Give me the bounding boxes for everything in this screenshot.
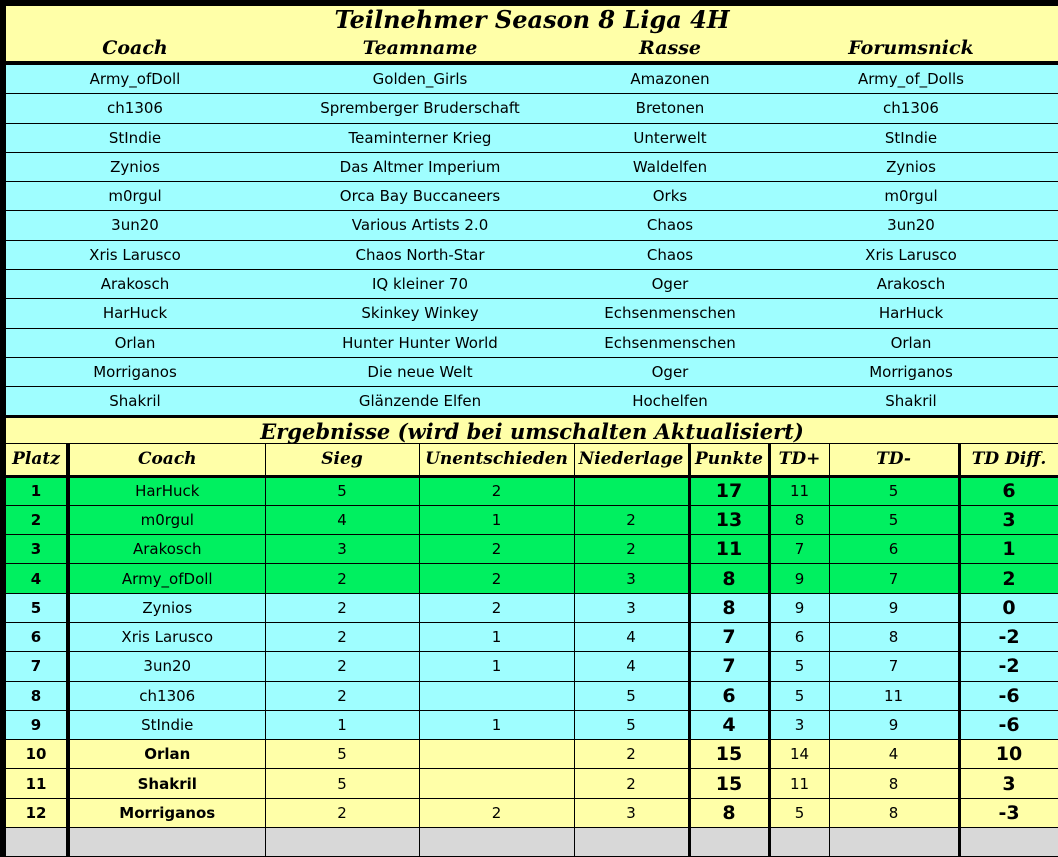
unentschieden-cell: [419, 769, 574, 798]
punkte-cell: 17: [689, 476, 769, 505]
tddiff-cell: -2: [959, 652, 1058, 681]
coach-cell: HarHuck: [102, 304, 168, 323]
results-row: [6, 798, 1058, 827]
sieg-cell: 1: [265, 710, 419, 739]
tdplus-cell: 3: [769, 710, 829, 739]
tdplus-cell: 5: [769, 798, 829, 827]
results-row: [6, 593, 1058, 622]
forumsnick-cell: m0rgul: [884, 187, 938, 206]
tdminus-cell: 8: [829, 769, 959, 798]
platz-cell: 5: [6, 593, 68, 622]
participant-row: [6, 182, 1058, 211]
results-row: [6, 535, 1058, 564]
teamname-cell: Skinkey Winkey: [361, 304, 479, 323]
results-title: Ergebnisse (wird bei umschalten Aktualisiert): [6, 415, 1058, 443]
coach-cell: ch1306: [68, 681, 265, 710]
header-niederlage: Niederlage: [574, 444, 689, 476]
punkte-cell: 6: [689, 681, 769, 710]
coach-cell: ch1306: [107, 99, 163, 118]
empty-row: [6, 828, 1058, 857]
coach-cell: 3un20: [68, 652, 265, 681]
tdplus-cell: 5: [769, 652, 829, 681]
coach-cell: Xris Larusco: [68, 622, 265, 651]
punkte-cell: 8: [689, 798, 769, 827]
niederlage-cell: 4: [574, 622, 689, 651]
unentschieden-cell: 1: [419, 622, 574, 651]
teamname-cell: Golden_Girls: [372, 70, 468, 88]
coach-cell: m0rgul: [68, 505, 265, 534]
header-unentschieden: Unentschieden: [419, 444, 574, 476]
punkte-cell: 8: [689, 564, 769, 593]
empty-cell: [574, 828, 689, 857]
unentschieden-cell: 1: [419, 505, 574, 534]
participant-row: [6, 299, 1058, 328]
tdminus-cell: 9: [829, 593, 959, 622]
teamname-cell: Die neue Welt: [367, 362, 473, 381]
unentschieden-cell: [419, 740, 574, 769]
results-row: [6, 622, 1058, 651]
results-row: [6, 740, 1058, 769]
sieg-cell: 2: [265, 622, 419, 651]
teamname-cell: Spremberger Bruderschaft: [320, 99, 520, 118]
coach-cell: m0rgul: [108, 187, 162, 206]
rasse-cell: Unterwelt: [633, 128, 707, 147]
sieg-cell: 2: [265, 564, 419, 593]
tdplus-cell: 5: [769, 681, 829, 710]
platz-cell: 12: [6, 798, 68, 827]
tdplus-cell: 6: [769, 622, 829, 651]
tddiff-cell: -2: [959, 622, 1058, 651]
tdplus-cell: 11: [769, 476, 829, 505]
coach-cell: HarHuck: [68, 476, 265, 505]
forumsnick-cell: Arakosch: [876, 275, 946, 294]
sieg-cell: 5: [265, 740, 419, 769]
results-row: [6, 476, 1058, 505]
results-row: [6, 564, 1058, 593]
empty-cell: [829, 828, 959, 857]
coach-cell: Orlan: [68, 740, 265, 769]
niederlage-cell: 3: [574, 798, 689, 827]
results-row: [6, 652, 1058, 681]
rasse-cell: Orks: [652, 187, 688, 206]
forumsnick-cell: Morriganos: [869, 362, 953, 381]
tdminus-cell: 7: [829, 652, 959, 681]
results-row: [6, 710, 1058, 739]
punkte-cell: 4: [689, 710, 769, 739]
teamname-cell: IQ kleiner 70: [371, 275, 468, 294]
punkte-cell: 8: [689, 593, 769, 622]
header-punkte: Punkte: [689, 444, 769, 476]
participant-row: [6, 270, 1058, 299]
coach-cell: Morriganos: [93, 362, 177, 381]
forumsnick-cell: ch1306: [883, 99, 939, 118]
results-row: [6, 681, 1058, 710]
sieg-cell: 2: [265, 652, 419, 681]
coach-cell: Morriganos: [68, 798, 265, 827]
tdminus-cell: 7: [829, 564, 959, 593]
rasse-cell: Bretonen: [635, 99, 705, 118]
tdminus-cell: 6: [829, 535, 959, 564]
tddiff-cell: 6: [959, 476, 1058, 505]
niederlage-cell: 2: [574, 535, 689, 564]
punkte-cell: 7: [689, 652, 769, 681]
teamname-cell: Das Altmer Imperium: [339, 157, 501, 176]
unentschieden-cell: 1: [419, 710, 574, 739]
tdplus-cell: 9: [769, 564, 829, 593]
tdminus-cell: 5: [829, 476, 959, 505]
niederlage-cell: 2: [574, 505, 689, 534]
coach-cell: Shakril: [68, 769, 265, 798]
niederlage-cell: 3: [574, 593, 689, 622]
tddiff-cell: -3: [959, 798, 1058, 827]
platz-cell: 11: [6, 769, 68, 798]
niederlage-cell: [574, 476, 689, 505]
forumsnick-cell: Shakril: [885, 392, 937, 411]
tdplus-cell: 11: [769, 769, 829, 798]
teamname-cell: Hunter Hunter World: [342, 333, 498, 352]
platz-cell: 2: [6, 505, 68, 534]
header-teamname: Teamname: [362, 37, 478, 59]
forumsnick-cell: 3un20: [887, 216, 935, 235]
unentschieden-cell: 2: [419, 798, 574, 827]
platz-cell: 3: [6, 535, 68, 564]
tdminus-cell: 8: [829, 798, 959, 827]
platz-cell: 1: [6, 476, 68, 505]
empty-cell: [959, 828, 1058, 857]
platz-cell: 8: [6, 681, 68, 710]
unentschieden-cell: 2: [419, 535, 574, 564]
tdminus-cell: 9: [829, 710, 959, 739]
platz-cell: 9: [6, 710, 68, 739]
tddiff-cell: 10: [959, 740, 1058, 769]
coach-cell: Zynios: [68, 593, 265, 622]
coach-cell: Xris Larusco: [89, 245, 181, 264]
rasse-cell: Chaos: [646, 245, 694, 264]
teamname-cell: Chaos North-Star: [355, 245, 485, 264]
platz-cell: 7: [6, 652, 68, 681]
rasse-cell: Echsenmenschen: [604, 304, 736, 323]
tdminus-cell: 5: [829, 505, 959, 534]
unentschieden-cell: 1: [419, 652, 574, 681]
participant-row: [6, 387, 1058, 416]
punkte-cell: 15: [689, 740, 769, 769]
tddiff-cell: -6: [959, 681, 1058, 710]
header-tddiff: TD Diff.: [959, 444, 1058, 476]
empty-cell: [419, 828, 574, 857]
sieg-cell: 4: [265, 505, 419, 534]
header-tdminus: TD-: [829, 444, 959, 476]
rasse-cell: Oger: [651, 275, 689, 294]
tdplus-cell: 8: [769, 505, 829, 534]
platz-cell: 10: [6, 740, 68, 769]
coach-cell: Army_ofDoll: [89, 70, 181, 88]
header-rasse: Rasse: [638, 37, 702, 59]
niederlage-cell: 5: [574, 710, 689, 739]
empty-cell: [265, 828, 419, 857]
tdminus-cell: 11: [829, 681, 959, 710]
unentschieden-cell: 2: [419, 593, 574, 622]
sieg-cell: 5: [265, 769, 419, 798]
coach-cell: Orlan: [114, 333, 156, 352]
header-tdplus: TD+: [769, 444, 829, 476]
coach-cell: Army_ofDoll: [68, 564, 265, 593]
platz-cell: 6: [6, 622, 68, 651]
empty-cell: [769, 828, 829, 857]
niederlage-cell: 2: [574, 769, 689, 798]
coach-cell: StIndie: [68, 710, 265, 739]
results-table: [6, 444, 1058, 857]
forumsnick-cell: StIndie: [884, 128, 938, 147]
rasse-cell: Echsenmenschen: [604, 333, 736, 352]
teamname-cell: Various Artists 2.0: [351, 216, 489, 235]
header-platz: Platz: [6, 444, 68, 476]
forumsnick-cell: Zynios: [886, 157, 936, 176]
participant-row: [6, 153, 1058, 182]
participant-row: [6, 211, 1058, 240]
sieg-cell: 3: [265, 535, 419, 564]
tdplus-cell: 9: [769, 593, 829, 622]
teamname-cell: Orca Bay Buccaneers: [339, 187, 501, 206]
results-row: [6, 769, 1058, 798]
teamname-cell: Teaminterner Krieg: [348, 128, 492, 147]
header-sieg: Sieg: [265, 444, 419, 476]
participants-table: [6, 65, 1058, 417]
participant-row: [6, 94, 1058, 123]
participant-row: [6, 124, 1058, 153]
tddiff-cell: 0: [959, 593, 1058, 622]
coach-cell: Zynios: [110, 157, 160, 176]
tddiff-cell: 3: [959, 769, 1058, 798]
rasse-cell: Amazonen: [630, 70, 710, 88]
unentschieden-cell: [419, 681, 574, 710]
coach-cell: Arakosch: [68, 535, 265, 564]
rasse-cell: Waldelfen: [632, 157, 708, 176]
header-coach: Coach: [68, 444, 265, 476]
sieg-cell: 2: [265, 681, 419, 710]
results-header-row: [6, 444, 1058, 476]
header-coach: Coach: [102, 37, 168, 59]
empty-cell: [6, 828, 68, 857]
coach-cell: StIndie: [108, 128, 162, 147]
punkte-cell: 13: [689, 505, 769, 534]
punkte-cell: 11: [689, 535, 769, 564]
tddiff-cell: 1: [959, 535, 1058, 564]
forumsnick-cell: HarHuck: [878, 304, 944, 323]
empty-cell: [68, 828, 265, 857]
participant-row: [6, 241, 1058, 270]
coach-cell: Shakril: [109, 392, 161, 411]
forumsnick-cell: Xris Larusco: [865, 245, 957, 264]
results-row: [6, 505, 1058, 534]
empty-cell: [689, 828, 769, 857]
participant-row: [6, 329, 1058, 358]
tdminus-cell: 4: [829, 740, 959, 769]
sieg-cell: 2: [265, 798, 419, 827]
rasse-cell: Oger: [651, 362, 689, 381]
tddiff-cell: -6: [959, 710, 1058, 739]
niederlage-cell: 2: [574, 740, 689, 769]
tdminus-cell: 8: [829, 622, 959, 651]
unentschieden-cell: 2: [419, 476, 574, 505]
header-forumsnick: Forumsnick: [848, 37, 974, 59]
page-title: Teilnehmer Season 8 Liga 4H: [6, 6, 1058, 34]
sieg-cell: 2: [265, 593, 419, 622]
tddiff-cell: 2: [959, 564, 1058, 593]
rasse-cell: Hochelfen: [632, 392, 708, 411]
participant-row: [6, 358, 1058, 387]
niederlage-cell: 4: [574, 652, 689, 681]
coach-cell: Arakosch: [100, 275, 170, 294]
platz-cell: 4: [6, 564, 68, 593]
teamname-cell: Glänzende Elfen: [358, 392, 482, 411]
coach-cell: 3un20: [111, 216, 159, 235]
rasse-cell: Chaos: [646, 216, 694, 235]
tdplus-cell: 14: [769, 740, 829, 769]
forumsnick-cell: Orlan: [890, 333, 932, 352]
punkte-cell: 7: [689, 622, 769, 651]
participants-header: [6, 34, 1058, 64]
sieg-cell: 5: [265, 476, 419, 505]
tdplus-cell: 7: [769, 535, 829, 564]
punkte-cell: 15: [689, 769, 769, 798]
niederlage-cell: 5: [574, 681, 689, 710]
niederlage-cell: 3: [574, 564, 689, 593]
participant-row: [6, 65, 1058, 94]
unentschieden-cell: 2: [419, 564, 574, 593]
tddiff-cell: 3: [959, 505, 1058, 534]
forumsnick-cell: Army_of_Dolls: [858, 70, 964, 88]
